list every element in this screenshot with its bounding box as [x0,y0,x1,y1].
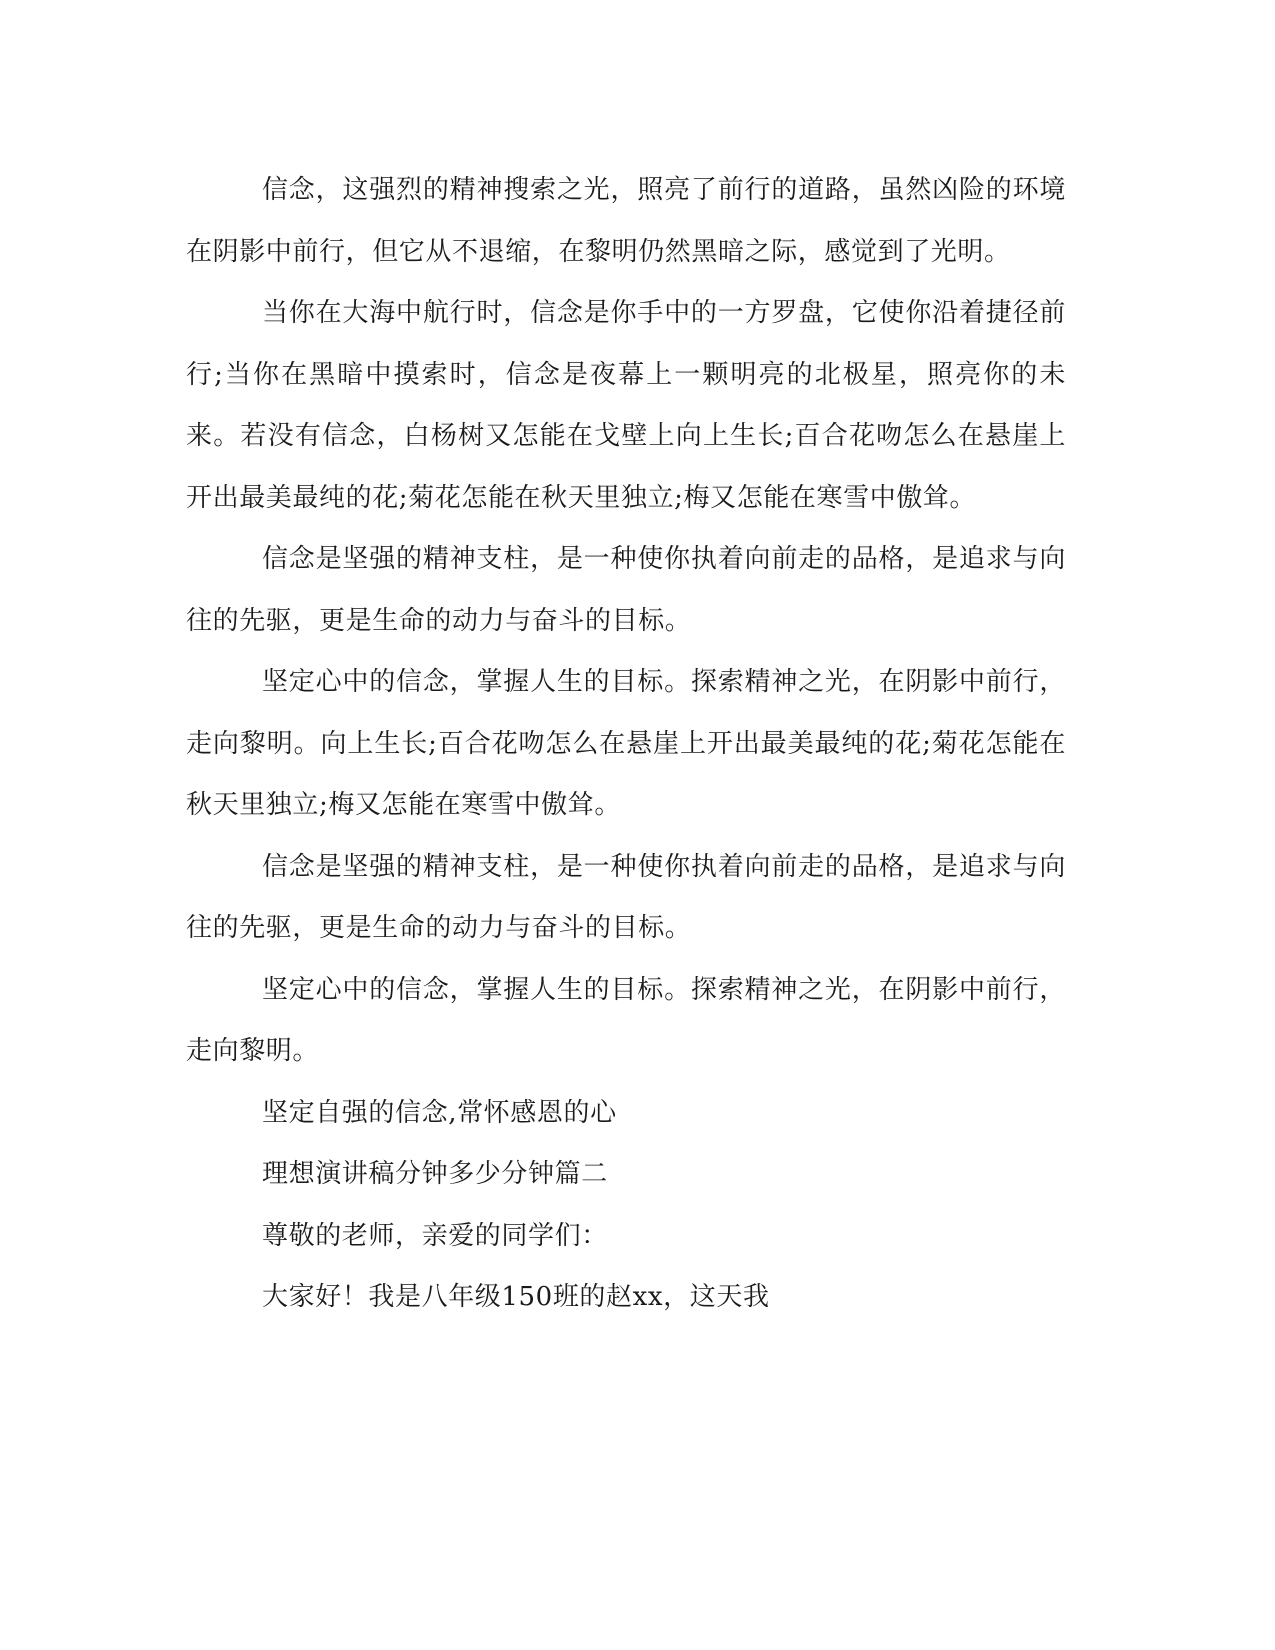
salutation: 尊敬的老师，亲爱的同学们： [262,1220,608,1251]
paragraph: 坚定心中的信念，掌握人生的目标。探索精神之光，在阴影中前行，走向黎明。 [186,974,1066,1066]
paragraph: 坚定心中的信念，掌握人生的目标。探索精神之光，在阴影中前行，走向黎明。向上生长;百合花吻怎么在悬崖上开出最美最纯的花;菊花怎能在秋天里独立;梅又怎能在寒雪中傲耸。 [186,667,1066,820]
paragraph: 坚定自强的信念,常怀感恩的心 [262,1097,617,1128]
section-heading: 理想演讲稿分钟多少分钟篇二 [262,1159,608,1189]
paragraph: 大家好！我是八年级150班的赵xx，这天我 [262,1282,770,1312]
paragraph: 信念，这强烈的精神搜索之光，照亮了前行的道路，虽然凶险的环境在阴影中前行，但它从不退缩，在黎明仍然黑暗之际，感觉到了光明。 [186,175,1066,267]
document-body [186,160,1066,1329]
paragraph: 信念是坚强的精神支柱，是一种使你执着向前走的品格，是追求与向往的先驱，更是生命的动力与奋斗的目标。 [186,544,1066,636]
paragraph: 信念是坚强的精神支柱，是一种使你执着向前走的品格，是追求与向往的先驱，更是生命的动力与奋斗的目标。 [186,851,1066,943]
paragraph: 当你在大海中航行时，信念是你手中的一方罗盘，它使你沿着捷径前行;当你在黑暗中摸索时，信念是夜幕上一颗明亮的北极星，照亮你的未来。若没有信念，白杨树又怎能在戈壁上向上生长;百合花吻怎么在悬崖上开出最美最纯的花;菊花怎能在秋天里独立;梅又怎能在寒雪中傲耸。 [186,298,1066,513]
